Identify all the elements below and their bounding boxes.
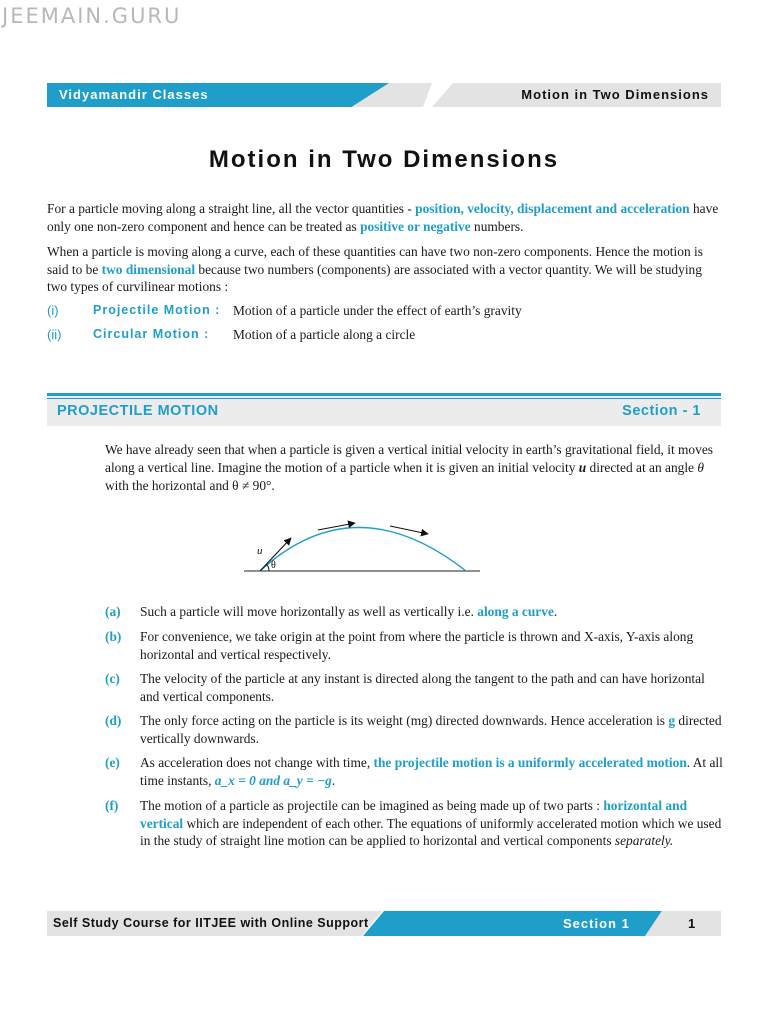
page-title: Motion in Two Dimensions [208, 146, 560, 173]
para1-highlight-quantities: position, velocity, displacement and acceleration [415, 201, 690, 216]
motion-type-circular [47, 327, 723, 345]
item-text: The motion of a particle as projectile can be imagined as being made up of two parts : [140, 798, 604, 813]
item-highlight: horizontal and vertical [140, 798, 688, 831]
list-item [105, 603, 725, 621]
theta-label: θ [271, 560, 276, 571]
para1-highlight-sign: positive or negative [360, 218, 471, 234]
para2-text-c: because two numbers (components) are associated with a vector quantity. We will be studying two types of curvilinear motions : [47, 261, 702, 294]
u-label: u [257, 545, 263, 557]
page-number: 1 [688, 916, 696, 931]
item-label: (f) [105, 798, 119, 813]
header-chapter: Motion in Two Dimensions [521, 87, 709, 102]
projectile-intro [105, 441, 725, 495]
item-text-end: . [331, 772, 336, 788]
para2-highlight: two dimensional [101, 261, 196, 277]
item-text: Such a particle will move horizontally as well as vertically i.e. [140, 604, 478, 619]
item-equation: a_x = 0 and a_y = −g [214, 772, 332, 788]
watermark: JEEMAIN.GURU [2, 4, 182, 28]
item-text: As acceleration does not change with time, [140, 755, 374, 770]
section-number: Section - 1 [622, 403, 701, 419]
item-highlight: g [668, 713, 676, 728]
list-item [105, 628, 725, 663]
projectile-trajectory-diagram [240, 516, 490, 578]
item-text-end: . [553, 604, 558, 619]
item-label: (a) [105, 604, 121, 619]
list-item [105, 754, 725, 789]
item-label: (e) [105, 755, 120, 770]
motion-term: Circular Motion : [93, 327, 210, 341]
section-heading-bar [47, 393, 721, 426]
motion-definition: Motion of a particle along a circle [233, 327, 416, 342]
item-text: The only force acting on the particle is its weight (mg) directed downwards. Hence acceleration is [140, 713, 669, 728]
intro-text-c: with the horizontal and θ ≠ 90°. [105, 478, 275, 493]
item-text-mid: which are independent of each other. The equations of uniformly accelerated motion which we used in the study of straight line motion can be applied to horizontal and vertical components [140, 815, 722, 848]
para1-text-a: For a particle moving along a straight line, all the vector quantities - [47, 201, 416, 216]
intro-velocity-symbol: u [578, 460, 587, 475]
list-item [105, 797, 725, 850]
section-title: PROJECTILE MOTION [57, 403, 219, 419]
motion-type-projectile [47, 303, 723, 321]
item-highlight: the projectile motion is a uniformly accelerated motion [373, 755, 687, 770]
item-highlight: along a curve [477, 604, 554, 619]
para1-text-c: have only one non-zero component and hence can be treated as [47, 201, 719, 234]
paragraph-two-dimensional [47, 243, 723, 296]
item-text: The velocity of the particle at any instant is directed along the tangent to the path and can have horizontal and vertical components. [140, 671, 705, 704]
para1-text-e: numbers. [470, 218, 524, 234]
footer-section: Section 1 [563, 916, 630, 931]
item-label: (c) [105, 671, 120, 686]
header-publisher: Vidyamandir Classes [59, 87, 209, 102]
item-text-end: directed vertically downwards. [140, 713, 722, 746]
angle-arc [266, 564, 269, 571]
intro-text-b: directed at an angle [586, 460, 698, 475]
motion-term: Projectile Motion : [93, 303, 221, 317]
list-item [105, 670, 725, 705]
item-text-end: separately. [614, 833, 674, 848]
list-item [105, 712, 725, 747]
item-text: For convenience, we take origin at the point from where the particle is thrown and X-axis, Y-axis along horizontal and vertical respectively. [140, 629, 694, 662]
motion-number: (i) [47, 303, 59, 318]
intro-angle-symbol: θ [697, 460, 704, 475]
paragraph-vector-quantities [47, 200, 723, 235]
motion-number: (ii) [47, 327, 62, 342]
item-text-mid: . At all time instants, [140, 755, 723, 788]
para2-text-a: When a particle is moving along a curve, each of these quantities can have two non-zero components. Hence the motion is said to be [47, 244, 703, 277]
page-footer [47, 911, 721, 936]
item-label: (b) [105, 629, 122, 644]
trajectory-curve [260, 528, 466, 572]
footer-course: Self Study Course for IITJEE with Online Support [53, 916, 369, 930]
page-header [47, 83, 721, 107]
intro-text-a: We have already seen that when a particle is given a vertical initial velocity in earth’s gravitational field, it moves along a vertical line. Imagine the motion of a particle when it is given an initial velocity [105, 442, 713, 475]
item-label: (d) [105, 713, 122, 728]
motion-definition: Motion of a particle under the effect of earth’s gravity [233, 303, 522, 318]
